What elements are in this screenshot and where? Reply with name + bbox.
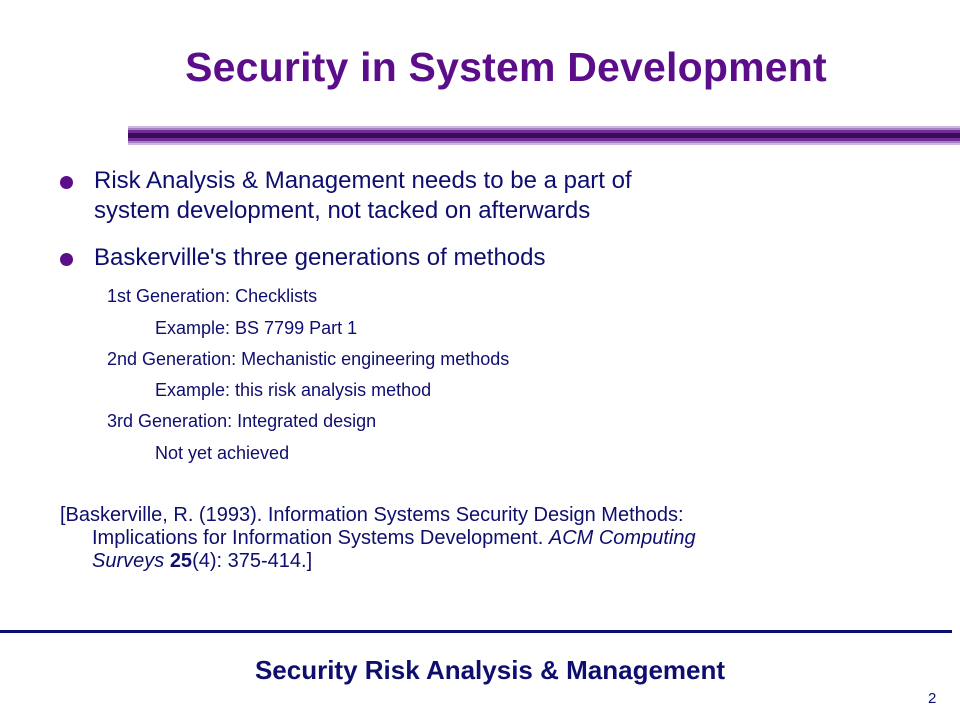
slide-title: Security in System Development xyxy=(185,44,827,90)
bullet-line: system development, not tacked on afterwards xyxy=(94,197,591,224)
bullet-line: Baskerville's three generations of methods xyxy=(94,244,546,271)
reference-text: Implications for Information Systems Development. xyxy=(92,527,549,549)
sub-item: 3rd Generation: Integrated design xyxy=(107,411,377,431)
footer-divider xyxy=(0,630,952,633)
reference-line xyxy=(60,527,840,550)
reference-line: [Baskerville, R. (1993). Information Systems Security Design Methods: xyxy=(60,504,684,526)
bullet-item xyxy=(60,243,900,275)
bullet-text xyxy=(94,166,632,226)
bullet-line: Risk Analysis & Management needs to be a part of xyxy=(94,167,632,194)
slide-footer: Security Risk Analysis & Management xyxy=(254,655,726,685)
reference-line xyxy=(60,550,840,573)
bullet-item xyxy=(60,166,900,232)
page-number: 2 xyxy=(928,690,937,707)
sub-item: Not yet achieved xyxy=(155,443,290,463)
reference-journal: ACM Computing xyxy=(548,527,696,549)
bullet-dot-icon xyxy=(60,176,73,189)
sub-item: 2nd Generation: Mechanistic engineering methods xyxy=(107,349,510,369)
bullet-text xyxy=(94,243,546,273)
sub-item: 1st Generation: Checklists xyxy=(107,286,318,306)
bullet-dot-icon xyxy=(60,253,73,266)
reference-volume: 25 xyxy=(169,550,193,572)
reference-citation xyxy=(60,504,840,573)
reference-journal: Surveys xyxy=(92,550,165,572)
sub-item: Example: this risk analysis method xyxy=(155,380,432,400)
sub-item: Example: BS 7799 Part 1 xyxy=(155,318,358,338)
reference-text: (4): 375-414.] xyxy=(192,550,313,572)
title-divider xyxy=(128,126,960,146)
